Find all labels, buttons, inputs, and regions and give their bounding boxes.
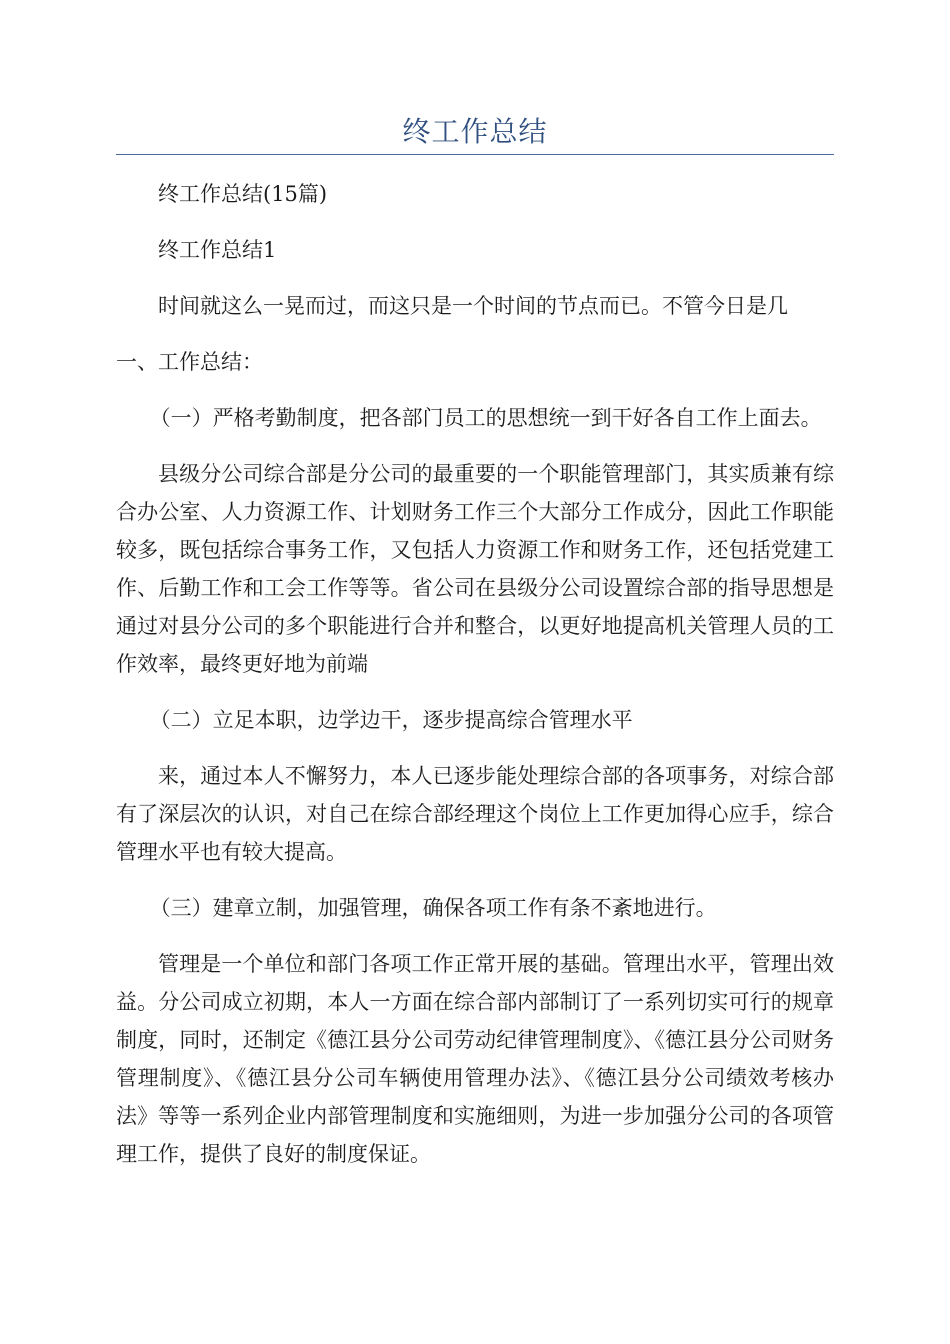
paragraph-body-2: 来，通过本人不懈努力，本人已逐步能处理综合部的各项事务，对综合部有了深层次的认识，对自己在综合部经理这个岗位上工作更加得心应手，综合管理水平也有较大提高。 (116, 764, 834, 864)
paragraph-heading-work-summary: 一、工作总结： (116, 350, 263, 374)
paragraph-body-1: 县级分公司综合部是分公司的最重要的一个职能管理部门，其实质兼有综合办公室、人力资源工作、计划财务工作三个大部分工作成分，因此工作职能较多，既包括综合事务工作，又包括人力资源工作和财务工作，还包括党建工作、后勤工作和工会工作等等。省公司在县级分公司设置综合部的指导思想是通过对县分公司的多个职能进行合并和整合，以更好地提高机关管理人员的工作效率，最终更好地为前端 (116, 462, 834, 676)
document-title: 终工作总结 (402, 115, 548, 148)
title-divider (116, 154, 834, 155)
document-page (116, 0, 834, 1173)
paragraph-subtitle: 终工作总结(15篇) (158, 182, 328, 206)
paragraph-intro: 时间就这么一晃而过，而这只是一个时间的节点而已。不管今日是几 (158, 294, 788, 318)
paragraph-item-3: （三）建章立制，加强管理，确保各项工作有条不紊地进行。 (149, 896, 717, 920)
paragraph-body-3: 管理是一个单位和部门各项工作正常开展的基础。管理出水平，管理出效益。分公司成立初期，本人一方面在综合部内部制订了一系列切实可行的规章制度，同时，还制定《德江县分公司劳动纪律管理制度》、《德江县分公司财务管理制度》、《德江县分公司车辆使用管理办法》、《德江县分公司绩效考核办法》等等一系列企业内部管理制度和实施细则，为进一步加强分公司的各项管理工作，提供了良好的制度保证。 (116, 952, 834, 1166)
document-body (116, 175, 834, 1173)
paragraph-item-2: （二）立足本职，边学边干，逐步提高综合管理水平 (149, 708, 633, 732)
paragraph-item-1: （一）严格考勤制度，把各部门员工的思想统一到干好各自工作上面去。 (149, 406, 822, 430)
paragraph-section-heading: 终工作总结1 (158, 238, 277, 262)
